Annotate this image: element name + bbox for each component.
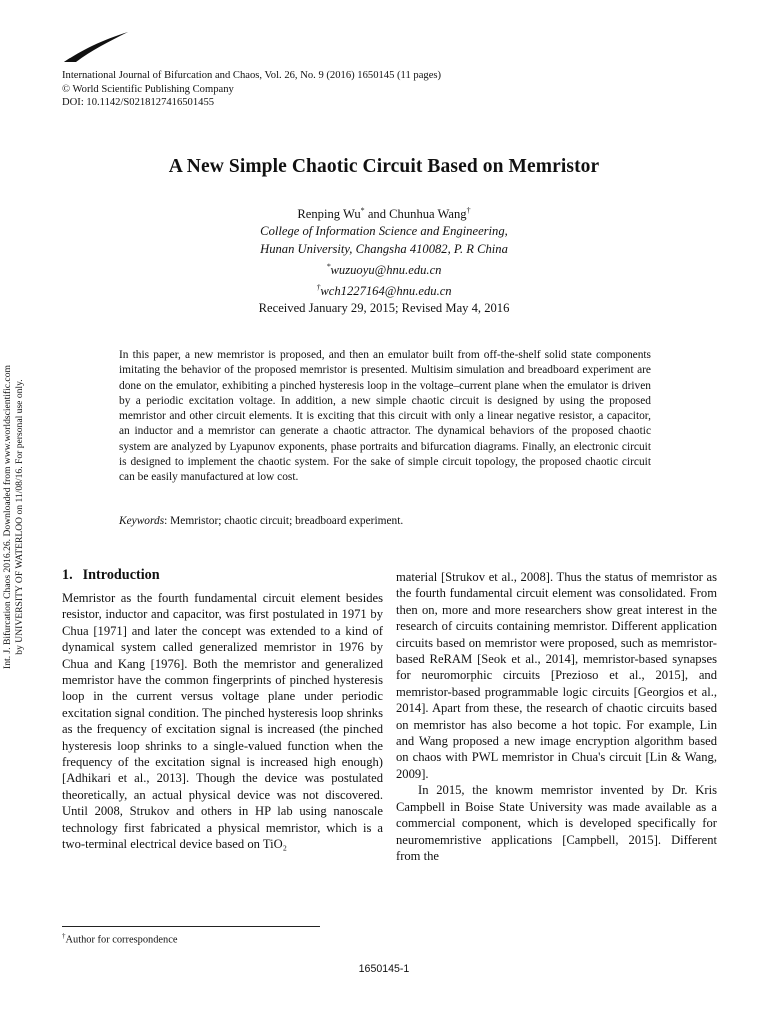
journal-citation: International Journal of Bifurcation and Chaos, Vol. 26, No. 9 (2016) 1650145 (11 pages): [62, 70, 442, 81]
abstract: In this paper, a new memristor is proposed, and then an emulator built from off-the-shelf solid state components imitating the behavior of the proposed memristor is presented. Multisim simulation and breadboard experiment are done on the emulator, exhibiting a pinched hysteresis loop in the voltage–current plane when the emulator is driven by a periodic excitation voltage. In addition, a new simple chaotic circuit is designed by using the proposed memristor and other circuit elements. It is exciting that this circuit with only a linear negative resistor, a capacitor, an inductor and a memristor can generate a chaotic attractor. The dynamical behaviors of the proposed chaotic system are analyzed by Lyapunov exponents, phase portraits and bifurcation diagrams. Finally, an electronic circuit is designed to implement the chaotic system. For the sake of simple circuit topology, the proposed chaotic circuit can be easily manufactured at low cost.: [119, 349, 651, 484]
publisher-line: © World Scientific Publishing Company: [62, 83, 234, 95]
publisher-logo: [62, 30, 130, 64]
left-column: [62, 566, 383, 853]
right-column-para-2: In 2015, the knowm memristor invented by Dr. Kris Campbell in Boise State University was made available as a commercial component, which is developed specifically for neuromemristive applications [Campbell, 2015]. Different from the: [396, 783, 717, 863]
affiliation-line-2: Hunan University, Changsha 410082, P. R China: [260, 241, 508, 256]
received-dates: Received January 29, 2015; Revised May 4, 2016: [258, 301, 510, 315]
journal-header: [62, 69, 441, 110]
affiliation-line-1: College of Information Science and Engineering,: [260, 224, 508, 239]
footnote-rule: [62, 926, 320, 927]
keywords-text: : Memristor; chaotic circuit; breadboard experiment.: [164, 515, 404, 527]
page-number: 1650145-1: [358, 963, 410, 975]
author-block: [0, 202, 768, 301]
section-title: Introduction: [82, 567, 160, 583]
doi-line: DOI: 10.1142/S0218127416501455: [62, 97, 215, 108]
watermark-line-2: by UNIVERSITY OF WATERLOO on 11/08/16. For personal use only.: [13, 379, 25, 655]
watermark-line-1: Int. J. Bifurcation Chaos 2016.26. Downloaded from www.worldscientific.com: [2, 365, 13, 669]
right-column: [396, 569, 717, 864]
download-watermark: [2, 347, 40, 687]
keywords-label: Keywords: [119, 515, 165, 527]
keywords: [119, 515, 651, 527]
paper-title: A New Simple Chaotic Circuit Based on Memristor: [168, 156, 600, 177]
left-column-text: Memristor as the fourth fundamental circuit element besides resistor, inductor and capacitor, was first postulated in 1971 by Chua [1971] and later the concept was extended to a kind of dynamical system called generalized memristor in 1976 by Chua and Kang [1976]. Both the memristor and generalized memristor have the common fingerprints of pinched hysteresis loop in the current versus voltage plane under periodic excitation signal condition. The pinched hysteresis loop shrinks as the frequency of excitation signal is increased (the pinched hysteresis loop shrinks to a single-valued function when the frequency of the excitation signal is increased high enough) [Adhikari et al., 2013]. Though the device was postulated theoretically, an actual physical device was not discovered. Until 2008, Strukov and others in HP lab using nanoscale technology first fabricated a physical memristor, which is a two-terminal electrical device based on TiO₂: [62, 591, 383, 852]
footnote: †Author for correspondence: [62, 932, 178, 946]
right-column-para-1: material [Strukov et al., 2008]. Thus the status of memristor as the fourth fundamental circuit element was consolidated. From then on, more and more researchers show great interest in the research of circuits containing memristor. Different application circuits based on memristor were proposed, such as memristor-based ReRAM [Seok et al., 2014], memristor-based synapses for neuromorphic circuits [Prezioso et al., 2015], and memristor-based programmable logic circuits [Georgios et al., 2014]. Apart from these, the research of chaotic circuits based on memristor has also become a hot topic. For example, Lin and Wang proposed a new image encryption algorithm based on chaos with PWL memristor in Chua's circuit [Lin & Wang, 2009].: [396, 570, 717, 781]
section-number: 1.: [62, 567, 73, 583]
section-heading: [62, 566, 383, 584]
author-email-2: †wch1227164@hnu.edu.cn: [316, 283, 452, 299]
author-names: Renping Wu* and Chunhua Wang†: [297, 206, 471, 222]
author-email-1: *wuzuoyu@hnu.edu.cn: [326, 261, 442, 277]
